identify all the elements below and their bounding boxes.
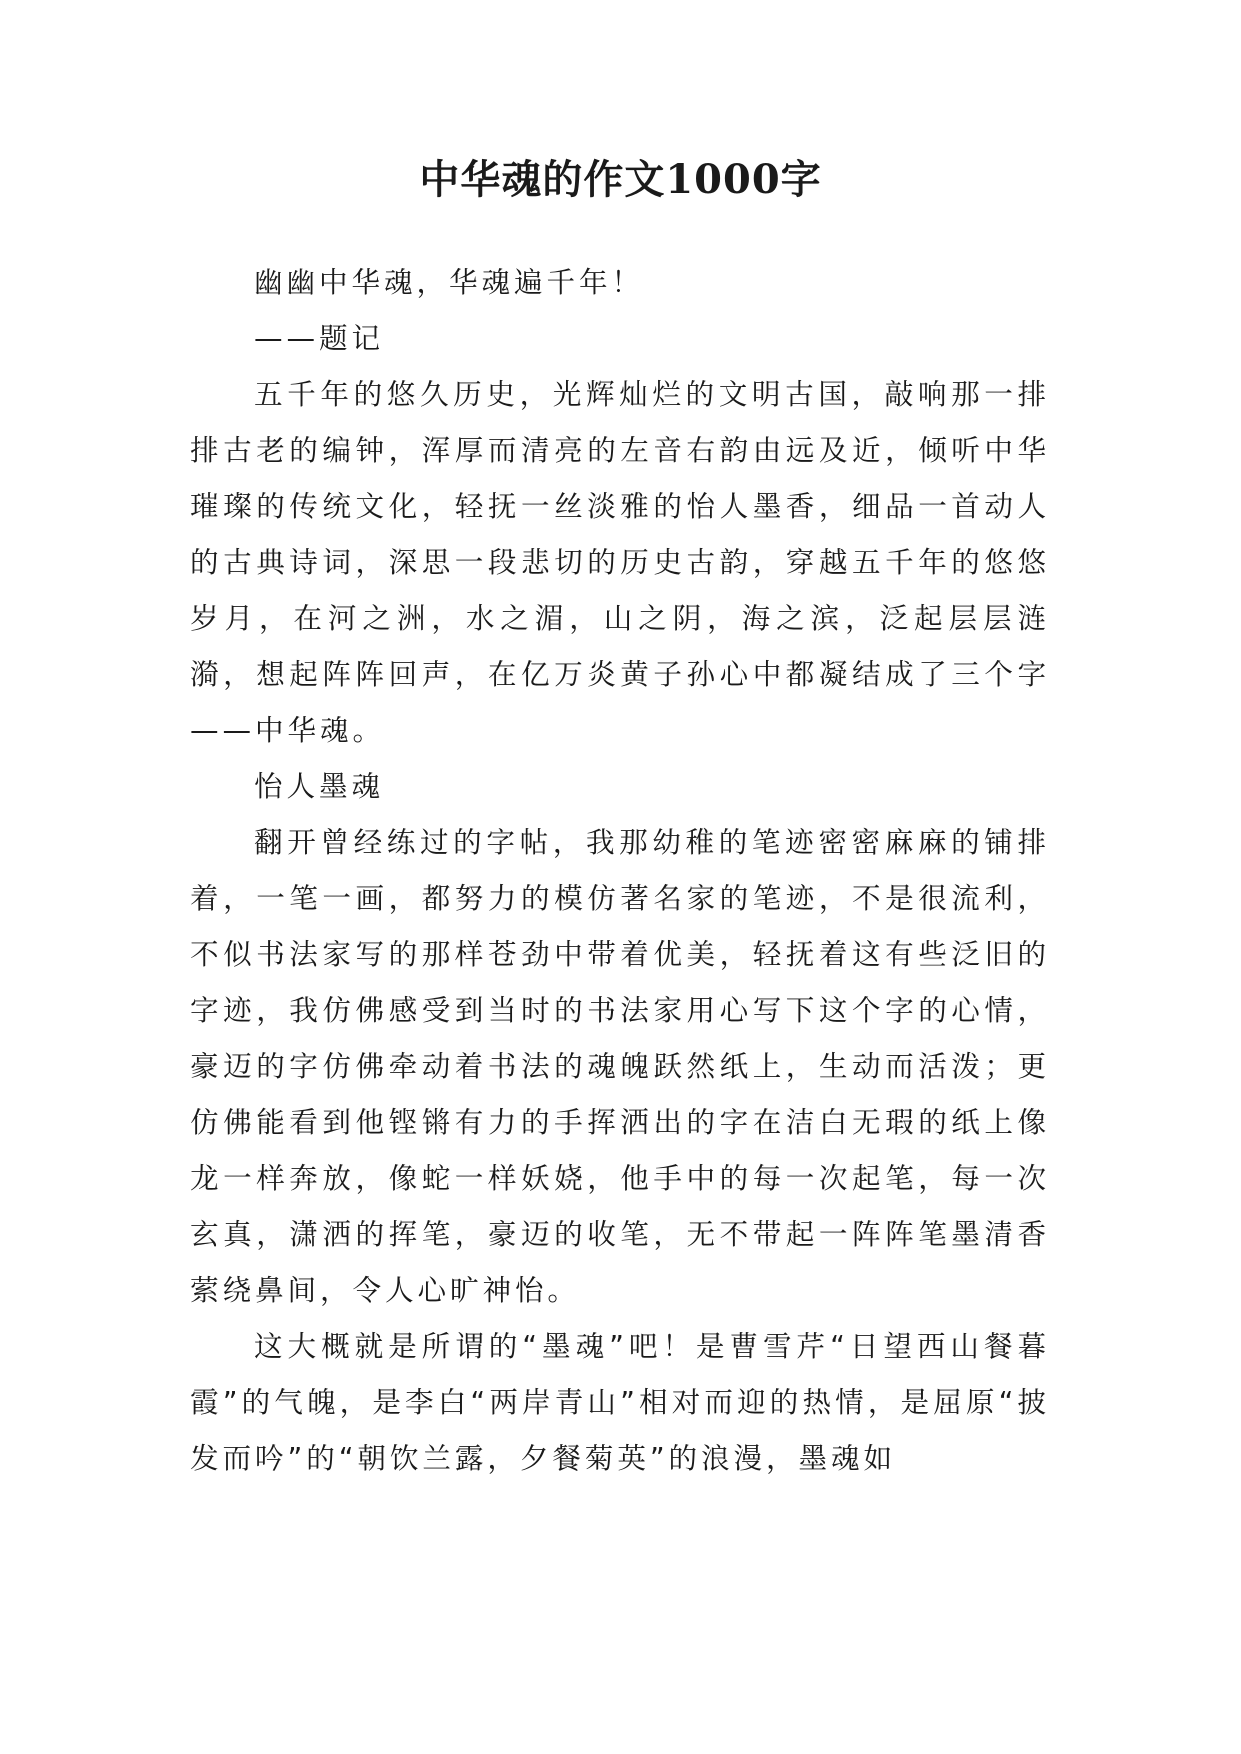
document-body bbox=[190, 254, 1050, 1486]
body-paragraph: 这大概就是所谓的“墨魂”吧！是曹雪芹“日望西山餐暮霞”的气魄，是李白“两岸青山”相对而迎的热情，是屈原“披发而吟”的“朝饮兰露，夕餐菊英”的浪漫，墨魂如 bbox=[190, 1329, 1050, 1475]
epigraph-attribution: ——题记 bbox=[254, 321, 384, 355]
section-heading: 怡人墨魂 bbox=[254, 769, 384, 803]
body-paragraph: 五千年的悠久历史，光辉灿烂的文明古国，敲响那一排排古老的编钟，浑厚而清亮的左音右韵由远及近，倾听中华璀璨的传统文化，轻抚一丝淡雅的怡人墨香，细品一首动人的古典诗词，深思一段悲切的历史古韵，穿越五千年的悠悠岁月，在河之洲，水之湄，山之阴，海之滨，泛起层层涟漪，想起阵阵回声，在亿万炎黄子孙心中都凝结成了三个字——中华魂。 bbox=[190, 377, 1050, 747]
document-title: 中华魂的作文1000字 bbox=[419, 156, 822, 203]
body-paragraph: 翻开曾经练过的字帖，我那幼稚的笔迹密密麻麻的铺排着，一笔一画，都努力的模仿著名家的笔迹，不是很流利，不似书法家写的那样苍劲中带着优美，轻抚着这有些泛旧的字迹，我仿佛感受到当时的书法家用心写下这个字的心情，豪迈的字仿佛牵动着书法的魂魄跃然纸上，生动而活泼；更仿佛能看到他铿锵有力的手挥洒出的字在洁白无瑕的纸上像龙一样奔放，像蛇一样妖娆，他手中的每一次起笔，每一次玄真，潇洒的挥笔，豪迈的收笔，无不带起一阵阵笔墨清香萦绕鼻间，令人心旷神怡。 bbox=[190, 825, 1050, 1307]
epigraph: 幽幽中华魂，华魂遍千年！ bbox=[254, 265, 644, 299]
